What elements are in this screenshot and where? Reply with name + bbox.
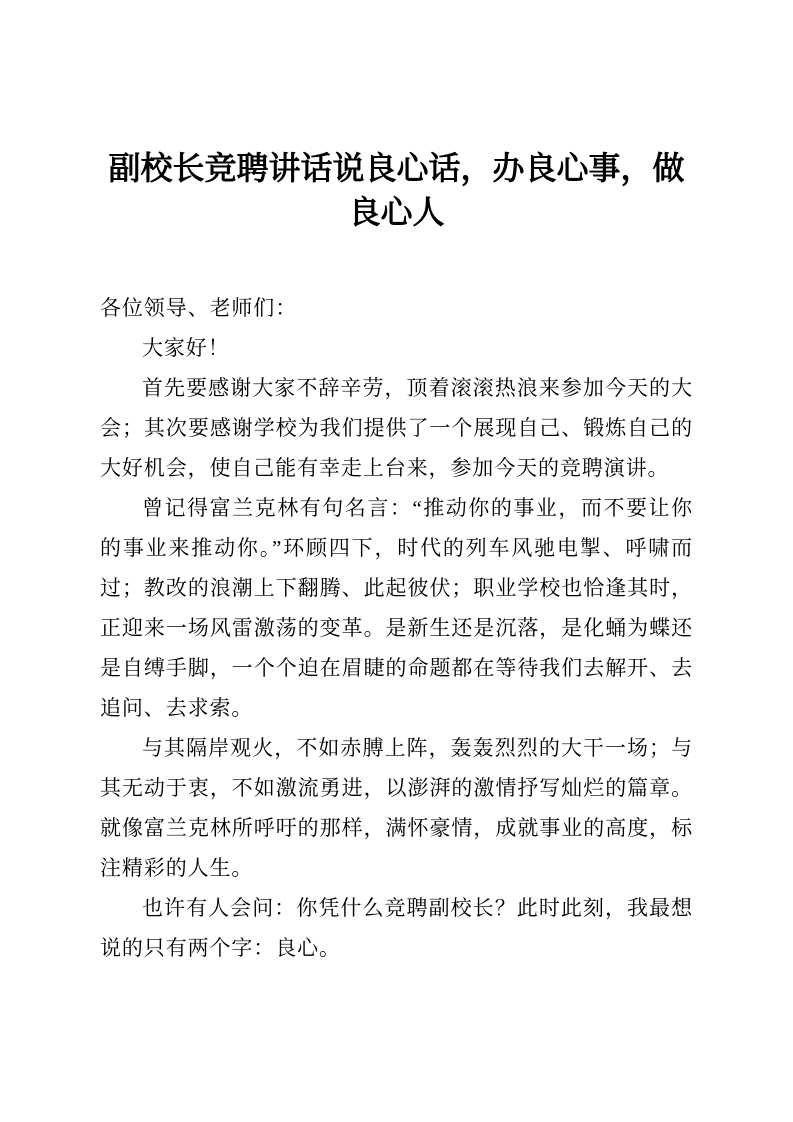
document-title: 副校长竞聘讲话说良心话，办良心事，做良心人: [108, 150, 685, 230]
paragraph-thanks: 首先要感谢大家不辞辛劳，顶着滚滚热浪来参加今天的大会；其次要感谢学校为我们提供了一个展现自己、锻炼自己的大好机会，使自己能有幸走上台来，参加今天的竞聘演讲。: [100, 376, 693, 480]
paragraph-greeting: 大家好！: [142, 336, 230, 360]
paragraph-franklin-quote: 曾记得富兰克林有句名言：“推动你的事业，而不要让你的事业来推动你。”环顾四下，时代的列车风驰电掣、呼啸而过；教改的浪潮上下翻腾、此起彼伏；职业学校也恰逢其时，正迎来一场风雷激荡的变革。是新生还是沉落，是化蛹为蝶还是自缚手脚，一个个迫在眉睫的命题都在等待我们去解开、去追问、去求索。: [100, 496, 693, 720]
paragraph-conscience: 也许有人会问：你凭什么竞聘副校长？此时此刻，我最想说的只有两个字：良心。: [100, 896, 693, 960]
document-body: [100, 288, 693, 968]
paragraph-passion: 与其隔岸观火，不如赤膊上阵，轰轰烈烈的大干一场；与其无动于衷，不如激流勇进，以澎湃的激情抒写灿烂的篇章。就像富兰克林所呼吁的那样，满怀豪情，成就事业的高度，标注精彩的人生。: [100, 736, 693, 880]
salutation: 各位领导、老师们：: [100, 296, 298, 320]
